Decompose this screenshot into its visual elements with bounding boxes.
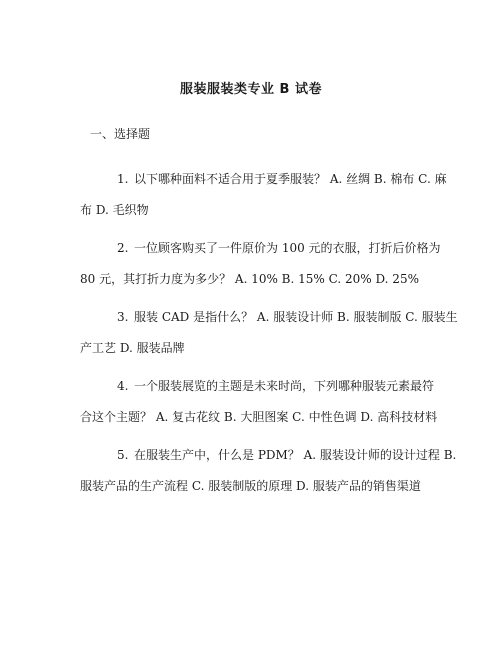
- question-text-line-2: 80 元，其打折力度为多少？ A. 10% B. 15% C. 20% D. 25%: [80, 272, 419, 286]
- question-4: [0, 371, 502, 433]
- question-3: [0, 302, 502, 364]
- question-number: 1.: [117, 172, 129, 186]
- section-heading: 一、选择题: [90, 127, 151, 141]
- question-text-line-1: 服装 CAD 是指什么？ A. 服装设计师 B. 服装制版 C. 服装生: [134, 310, 458, 324]
- page-title: 服装服装类专业 B 试卷: [180, 82, 322, 97]
- question-text-line-2: 服装产品的生产流程 C. 服装制版的原理 D. 服装产品的销售渠道: [80, 479, 421, 493]
- question-number: 4.: [117, 379, 129, 393]
- question-number: 5.: [117, 448, 129, 462]
- question-5: [0, 440, 502, 502]
- question-text-line-1: 一位顾客购买了一件原价为 100 元的衣服，打折后价格为: [134, 241, 441, 255]
- question-text-line-2: 产工艺 D. 服装品牌: [80, 341, 185, 355]
- question-number: 2.: [117, 241, 129, 255]
- question-text-line-2: 布 D. 毛织物: [80, 203, 149, 217]
- question-number: 3.: [117, 310, 129, 324]
- question-text-line-1: 在服装生产中，什么是 PDM？ A. 服装设计师的设计过程 B.: [134, 448, 457, 462]
- question-text-line-1: 一个服装展览的主题是未来时尚，下列哪种服装元素最符: [134, 379, 435, 393]
- question-2: [0, 233, 502, 295]
- question-text-line-1: 以下哪种面料不适合用于夏季服装？ A. 丝绸 B. 棉布 C. 麻: [134, 172, 447, 186]
- question-text-line-2: 合这个主题？ A. 复古花纹 B. 大胆图案 C. 中性色调 D. 高科技材料: [80, 410, 438, 424]
- question-1: [0, 164, 502, 226]
